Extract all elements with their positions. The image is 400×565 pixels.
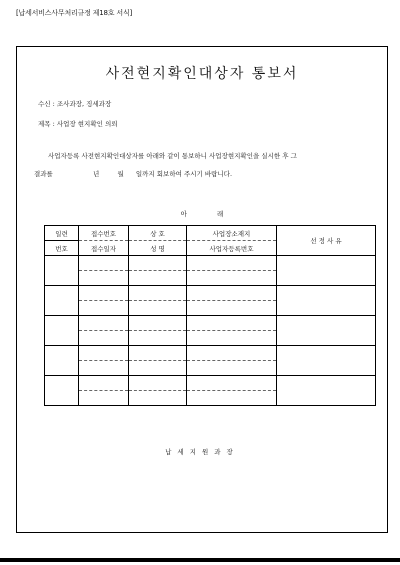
receipt-date-cell[interactable]	[79, 271, 129, 286]
below-char-1: 아	[180, 210, 187, 218]
reason-cell[interactable]	[277, 256, 376, 286]
header-reason: 선 정 사 유	[277, 226, 376, 256]
document-title: 사전현지확인대상자 통보서	[105, 66, 299, 82]
header-seq-bot: 번호	[45, 241, 79, 256]
receipt-no-cell[interactable]	[79, 346, 129, 361]
receipt-date-cell[interactable]	[79, 331, 129, 346]
header-row-1	[45, 226, 376, 241]
receipt-no-cell[interactable]	[79, 316, 129, 331]
header-biz-no: 사업자등록번호	[187, 241, 277, 256]
location-cell[interactable]	[187, 346, 277, 361]
header-receipt-date: 접수일자	[79, 241, 129, 256]
recipient-line: 수신 : 조사과장, 징세과장	[38, 100, 112, 108]
year-label: 년	[93, 170, 100, 178]
header-seq-top: 일련	[45, 226, 79, 241]
trade-name-cell[interactable]	[129, 256, 187, 271]
reason-cell[interactable]	[277, 286, 376, 316]
body-line-2-suffix: 일까지 회보하여 주시기 바랍니다.	[135, 170, 233, 178]
trade-name-cell[interactable]	[129, 316, 187, 331]
location-cell[interactable]	[187, 256, 277, 271]
document-frame	[16, 46, 388, 533]
receipt-date-cell[interactable]	[79, 361, 129, 376]
table-row	[45, 346, 376, 361]
month-label: 월	[117, 170, 124, 178]
body-line-2	[34, 169, 374, 178]
trade-name-cell[interactable]	[129, 346, 187, 361]
footer-signatory: 납세지원과장	[165, 448, 239, 456]
biz-no-cell[interactable]	[187, 391, 277, 406]
receipt-no-cell[interactable]	[79, 256, 129, 271]
header-name: 성 명	[129, 241, 187, 256]
name-cell[interactable]	[129, 391, 187, 406]
below-char-2: 래	[217, 210, 224, 218]
receipt-date-cell[interactable]	[79, 301, 129, 316]
body-line-1: 사업자등록 사전현지확인대상자를 아래와 같이 통보하니 사업장현지확인을 실시한 후 그	[48, 152, 297, 160]
form-reference: [납세서비스사무처리규정 제18호 서식]	[16, 9, 133, 17]
seq-cell[interactable]	[45, 256, 79, 286]
seq-cell[interactable]	[45, 346, 79, 376]
biz-no-cell[interactable]	[187, 331, 277, 346]
seq-cell[interactable]	[45, 376, 79, 406]
receipt-no-cell[interactable]	[79, 286, 129, 301]
biz-no-cell[interactable]	[187, 361, 277, 376]
biz-no-cell[interactable]	[187, 301, 277, 316]
reason-cell[interactable]	[277, 316, 376, 346]
body-line-2-prefix: 결과를	[34, 170, 53, 178]
name-cell[interactable]	[129, 301, 187, 316]
name-cell[interactable]	[129, 271, 187, 286]
name-cell[interactable]	[129, 331, 187, 346]
trade-name-cell[interactable]	[129, 286, 187, 301]
location-cell[interactable]	[187, 376, 277, 391]
reason-cell[interactable]	[277, 346, 376, 376]
table-row	[45, 256, 376, 271]
name-cell[interactable]	[129, 361, 187, 376]
table-row	[45, 376, 376, 391]
table-row	[45, 286, 376, 301]
receipt-no-cell[interactable]	[79, 376, 129, 391]
location-cell[interactable]	[187, 286, 277, 301]
reason-cell[interactable]	[277, 376, 376, 406]
header-location: 사업장소재지	[187, 226, 277, 241]
target-table	[44, 225, 376, 406]
biz-no-cell[interactable]	[187, 271, 277, 286]
below-heading	[17, 209, 387, 218]
table-row	[45, 316, 376, 331]
seq-cell[interactable]	[45, 316, 79, 346]
trade-name-cell[interactable]	[129, 376, 187, 391]
location-cell[interactable]	[187, 316, 277, 331]
receipt-date-cell[interactable]	[79, 391, 129, 406]
bottom-bar	[0, 558, 400, 562]
subject-line: 제목 : 사업장 현지확인 의뢰	[38, 120, 118, 128]
header-receipt-no: 접수번호	[79, 226, 129, 241]
seq-cell[interactable]	[45, 286, 79, 316]
header-trade-name: 상 호	[129, 226, 187, 241]
